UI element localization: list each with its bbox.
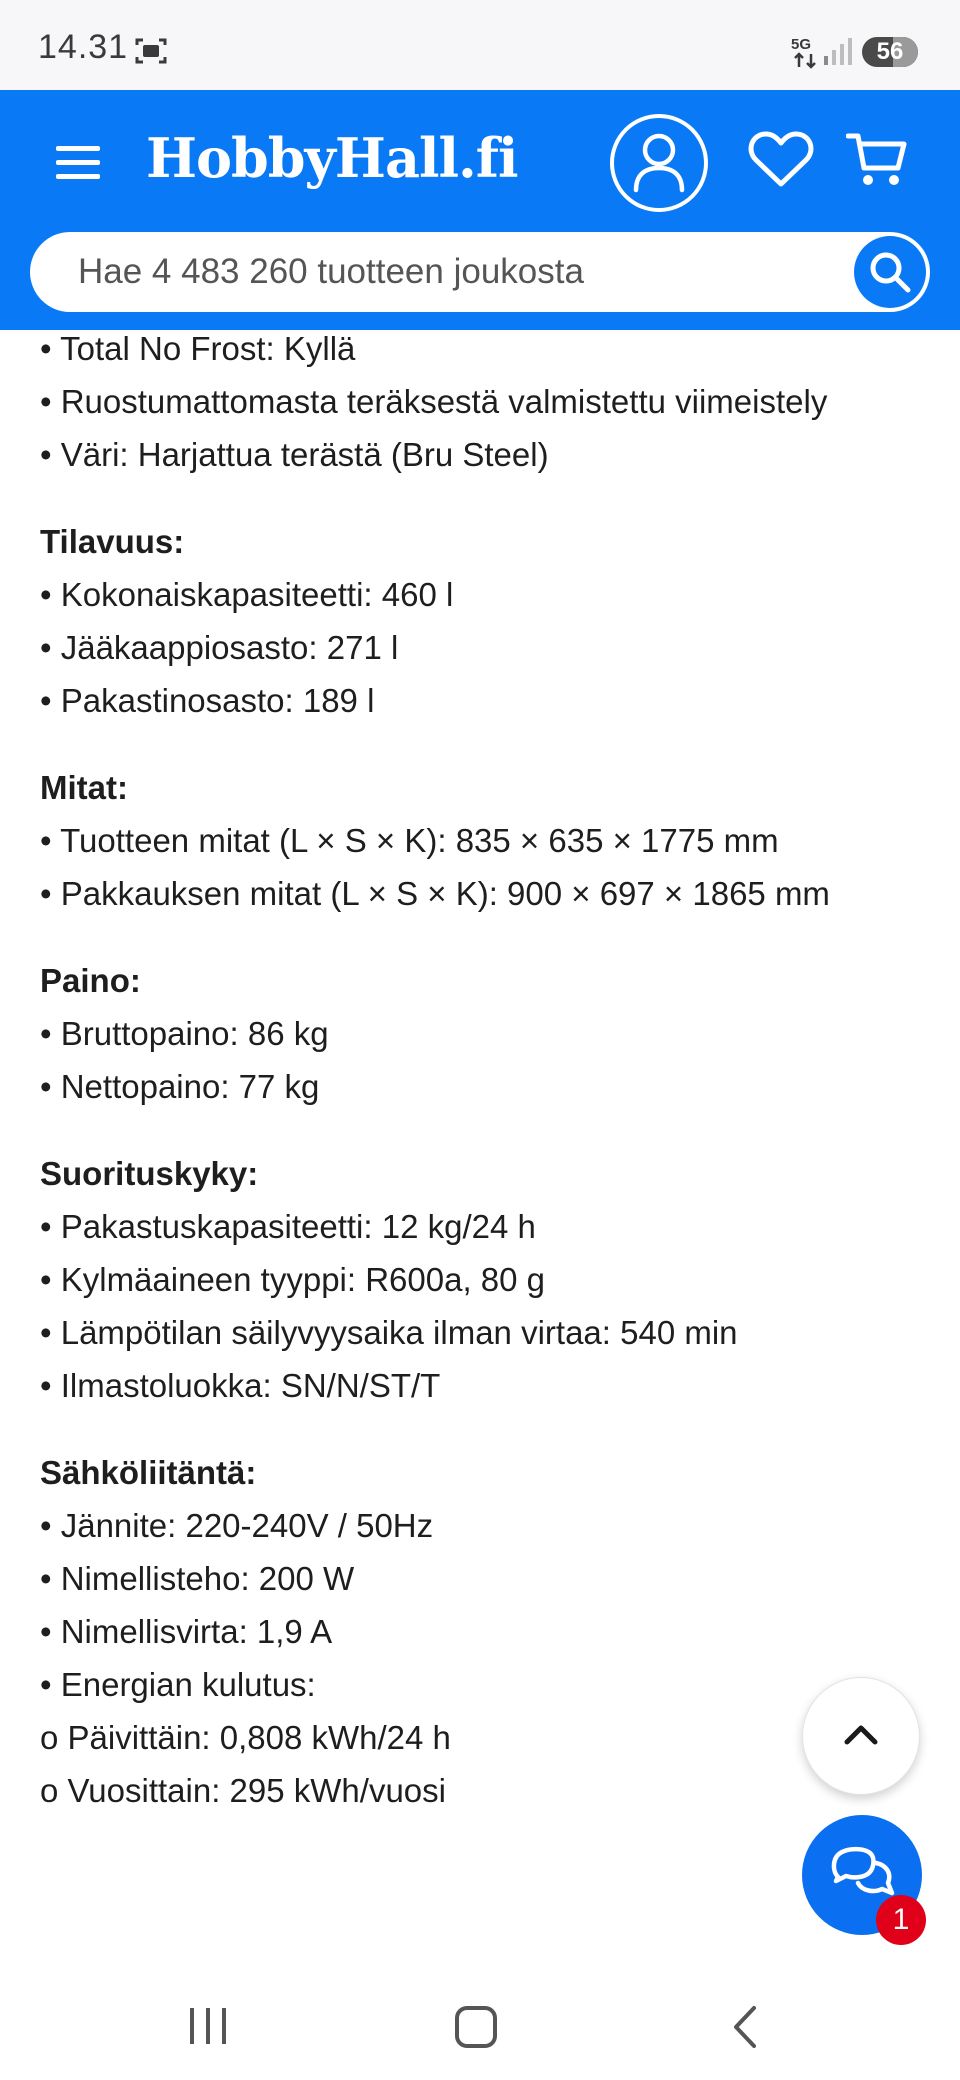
site-logo[interactable]: HobbyHall.fi [146,126,518,190]
spec-line: • Energian kulutus: [40,1666,316,1703]
spec-line: • Pakastinosasto: 189 l [40,682,375,719]
spec-section-weight [40,954,920,1113]
search-button[interactable] [854,236,926,308]
spec-section-dimensions [40,761,920,920]
spec-line: • Bruttopaino: 86 kg [40,1015,329,1052]
spec-section-performance [40,1147,920,1412]
section-title: Suorituskyky: [40,1155,259,1192]
spec-section-electrical [40,1446,920,1817]
section-title: Paino: [40,962,141,999]
spec-line: • Jännite: 220-240V / 50Hz [40,1507,434,1544]
spec-line: • Lämpötilan säilyvyysaika ilman virtaa: 540 min [40,1314,738,1351]
signal-icon [822,36,854,66]
home-icon[interactable] [455,2006,497,2048]
heart-icon[interactable] [748,130,814,190]
system-navigation-bar [0,1960,960,2080]
section-title: Tilavuus: [40,523,185,560]
spec-line: • Väri: Harjattua terästä (Bru Steel) [40,436,549,473]
spec-line: o Vuosittain: 295 kWh/vuosi [40,1772,446,1809]
section-title: Sähköliitäntä: [40,1454,257,1491]
search-icon [868,250,912,294]
account-icon [632,132,686,194]
cart-icon[interactable] [846,130,908,190]
spec-line: • Nimellisvirta: 1,9 A [40,1613,333,1650]
chat-notification-badge: 1 [876,1895,926,1945]
section-title: Mitat: [40,769,128,806]
spec-line: • Pakastuskapasiteetti: 12 kg/24 h [40,1208,536,1245]
battery-icon [862,37,918,67]
menu-icon[interactable] [54,142,102,182]
spec-line: • Pakkauksen mitat (L × S × K): 900 × 697 × 1865 mm [40,875,830,912]
search-bar [30,232,930,312]
status-time: 14.31 [38,28,129,66]
recent-apps-icon[interactable] [186,2006,230,2046]
spec-line: o Päivittäin: 0,808 kWh/24 h [40,1719,451,1756]
status-bar [0,0,960,90]
back-icon[interactable] [730,2004,760,2050]
spec-line: • Kokonaiskapasiteetti: 460 l [40,576,454,613]
chevron-up-icon [841,1718,881,1750]
spec-intro [40,322,920,481]
spec-line: • Kylmäaineen tyyppi: R600a, 80 g [40,1261,546,1298]
5g-icon [790,34,824,70]
chat-icon [830,1845,896,1907]
network-label: 5G [791,36,812,53]
battery-level: 56 [876,38,904,65]
scroll-to-top-button[interactable] [802,1677,920,1795]
spec-line: • Tuotteen mitat (L × S × K): 835 × 635 × 1775 mm [40,822,779,859]
spec-line: • Ilmastoluokka: SN/N/ST/T [40,1367,441,1404]
spec-line: • Total No Frost: Kyllä [40,330,356,367]
product-specifications [40,322,920,1817]
spec-section-volume [40,515,920,727]
spec-line: • Jääkaappiosasto: 271 l [40,629,399,666]
spec-line: • Ruostumattomasta teräksestä valmistettu viimeistely [40,383,828,420]
spec-line: • Nettopaino: 77 kg [40,1068,320,1105]
screenshot-icon [134,36,168,66]
account-button[interactable] [610,114,708,212]
search-input[interactable] [78,232,858,312]
site-header [0,90,960,330]
spec-line: • Nimellisteho: 200 W [40,1560,355,1597]
